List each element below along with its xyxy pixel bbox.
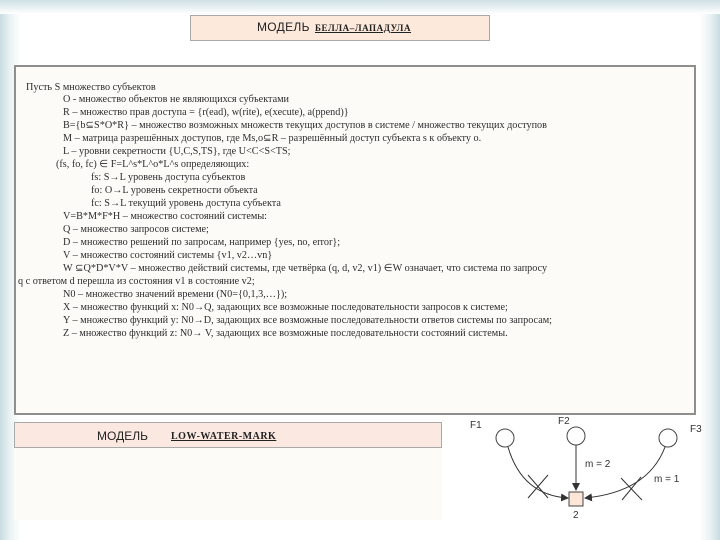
title-model-name: БЕЛЛА–ЛАПАДУЛА xyxy=(315,23,412,33)
title-model-name: LOW-WATER-MARK xyxy=(171,431,277,442)
definition-line: D – множество решений по запросам, например {yes, no, error}; xyxy=(63,237,341,248)
node-f2 xyxy=(567,427,585,445)
arrow-f3-to-object xyxy=(585,447,665,498)
definition-line: R – множество прав доступа = {r(ead), w(rite), e(xecute), a(ppend)} xyxy=(63,107,349,118)
title-model-word: МОДЕЛЬ xyxy=(257,20,310,34)
node-f3 xyxy=(659,429,677,447)
definition-line: L – уровни секретности {U,C,S,TS}, где U<C<S<TS; xyxy=(63,146,291,157)
definition-line: Z – множество функций z: N0→ V, задающих все возможные последовательности состояний системы. xyxy=(63,328,508,339)
definition-line: Q – множество запросов системе; xyxy=(63,224,209,235)
definition-line: fc: S→L текущий уровень доступа субъекта xyxy=(91,198,281,209)
definition-line: V=B*M*F*H – множество состояний системы: xyxy=(63,211,268,222)
definition-line: fs: S→L уровень доступа субъектов xyxy=(91,172,246,183)
definition-line: V – множество состояний системы {v1, v2…vn} xyxy=(63,250,273,261)
node-label-target: 2 xyxy=(573,510,579,521)
target-object-box xyxy=(569,492,583,506)
definition-line: N0 – множество значений времени (N0={0,1,3,…}); xyxy=(63,289,288,300)
arrow-f1-to-object xyxy=(508,447,568,498)
node-label-f2: F2 xyxy=(558,416,570,427)
definition-line: O - множество объектов не являющихся субъектами xyxy=(63,94,290,105)
edge-label-m2: m = 2 xyxy=(585,459,611,470)
definition-line: W ⊆Q*D*V*V – множество действий системы, где четвёрка (q, d, v2, v1) ∈W означает, что система по запросу xyxy=(63,263,548,274)
definition-line: Y – множество функций y: N0→D, задающих все возможные последовательности ответов системы по запросам; xyxy=(63,315,552,326)
definition-line: X – множество функций x: N0→Q, задающих все возможные последовательности запросов к системе; xyxy=(63,302,508,313)
definition-line: Пусть S множество субъектов xyxy=(26,82,156,93)
definition-line: q с ответом d перешла из состояния v1 в состояние v2; xyxy=(18,276,255,287)
definition-line: B={b⊆S*O*R} – множество возможных множеств текущих доступов в системе / множество текущих доступов xyxy=(63,120,547,131)
definition-line: (fs, fo, fc) ∈ F=L^s*L^o*L^s определяющих: xyxy=(56,159,250,170)
node-label-f3: F3 xyxy=(690,424,702,435)
node-label-f1: F1 xyxy=(470,420,482,431)
definition-line: M – матрица разрешённых доступов, где Ms,o⊆R – разрешённый доступ субъекта s к объекту o. xyxy=(63,133,482,144)
edge-label-m1: m = 1 xyxy=(654,474,680,485)
title-model-word: МОДЕЛЬ xyxy=(97,429,148,443)
definition-line: fo: O→L уровень секретности объекта xyxy=(91,185,258,196)
node-f1 xyxy=(496,429,514,447)
